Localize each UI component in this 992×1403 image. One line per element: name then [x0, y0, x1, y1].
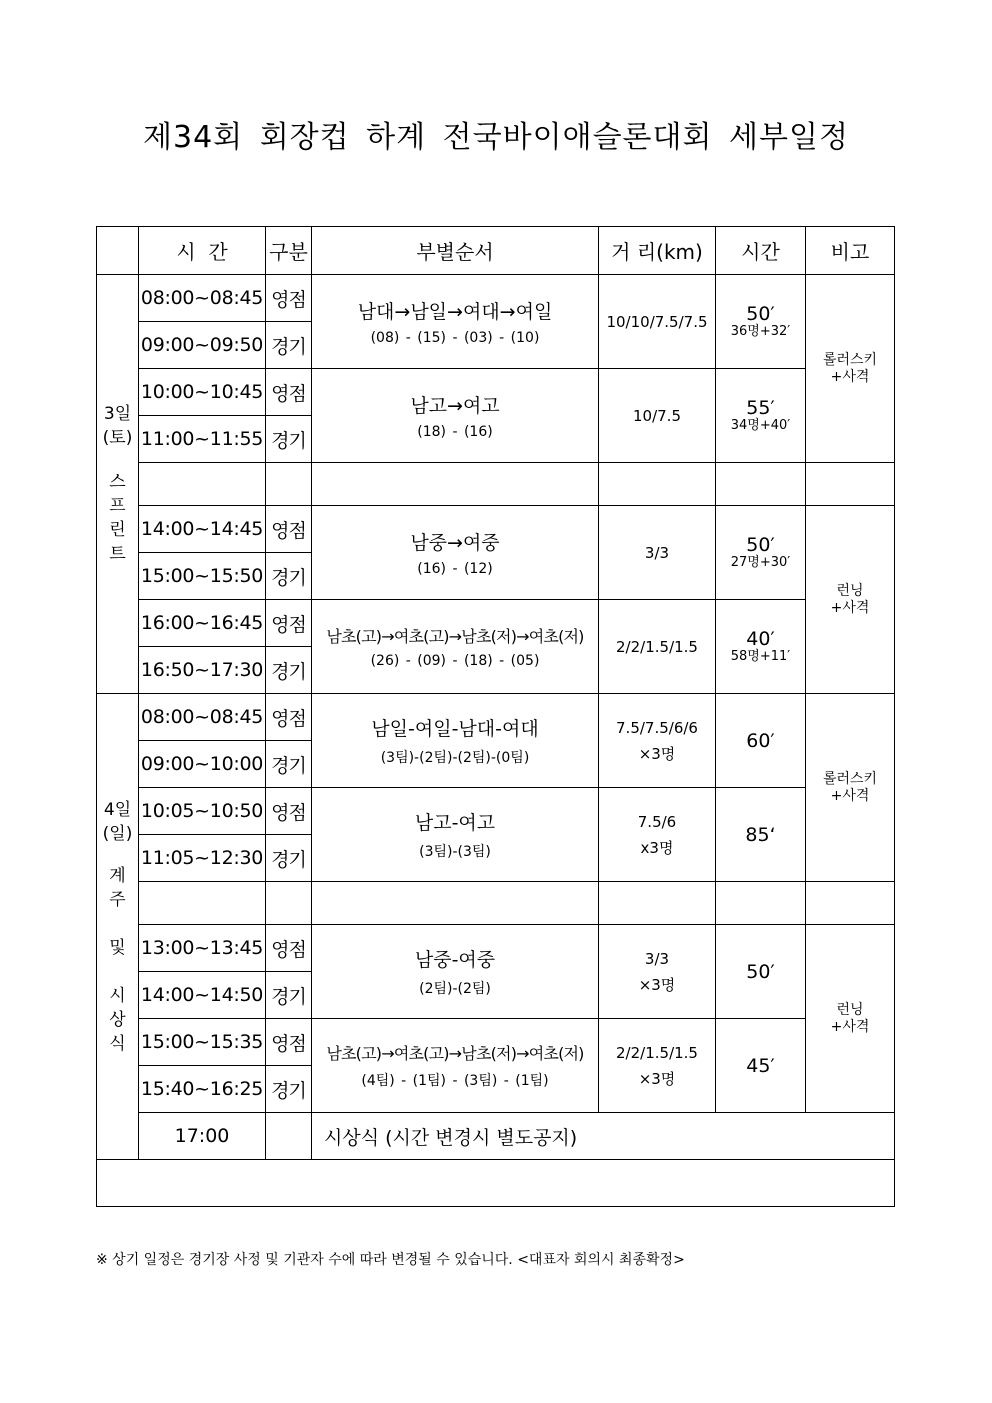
slot-time: 14:00~14:50 [139, 972, 266, 1019]
table-row [97, 925, 895, 972]
table-row-blank-footer [97, 1160, 895, 1207]
slot-type: 경기 [266, 835, 312, 882]
event-order: 남초(고)→여초(고)→남초(저)→여초(저) (4팀) - (1팀) - (3팀) - (1팀) [312, 1019, 599, 1113]
event-order: 남고-여고 (3팀)-(3팀) [312, 788, 599, 882]
event-distance: 2/2/1.5/1.5 [599, 600, 716, 694]
table-row [97, 506, 895, 553]
day1-event: 스 프 린 트 [109, 472, 126, 564]
event-distance: 3/3 [599, 506, 716, 600]
footnote: ※ 상기 일정은 경기장 사정 및 기관자 수에 따라 변경될 수 있습니다. <대표자 회의시 최종확정> [96, 1252, 685, 1268]
slot-type: 영점 [266, 600, 312, 647]
event-order: 남중-여중 (2팀)-(2팀) [312, 925, 599, 1019]
slot-time: 16:00~16:45 [139, 600, 266, 647]
slot-time: 08:00~08:45 [139, 694, 266, 741]
day2-event: 계 주 및 시 상 식 [109, 865, 126, 1054]
schedule-table [96, 226, 895, 1207]
remark-cell: 런닝 +사격 [806, 925, 895, 1113]
table-row [97, 1019, 895, 1066]
ceremony-row [97, 1113, 895, 1160]
event-duration: 40′ 58명+11′ [716, 600, 806, 694]
slot-type: 영점 [266, 506, 312, 553]
table-row [97, 369, 895, 416]
day1-date: 3일 [103, 404, 132, 424]
event-order: 남중→여중 (16) - (12) [312, 506, 599, 600]
event-distance: 10/7.5 [599, 369, 716, 463]
event-order: 남일-여일-남대-여대 (3팀)-(2팀)-(2팀)-(0팀) [312, 694, 599, 788]
slot-time: 10:00~10:45 [139, 369, 266, 416]
slot-type: 영점 [266, 1019, 312, 1066]
slot-type: 영점 [266, 275, 312, 322]
slot-type: 경기 [266, 647, 312, 694]
ceremony-time: 17:00 [139, 1113, 266, 1160]
event-distance: 10/10/7.5/7.5 [599, 275, 716, 369]
event-duration: 85‘ [716, 788, 806, 882]
slot-time: 09:00~09:50 [139, 322, 266, 369]
day1-weekday: (토) [102, 428, 133, 448]
slot-time: 09:00~10:00 [139, 741, 266, 788]
slot-type: 경기 [266, 972, 312, 1019]
event-duration: 50′ 36명+32′ [716, 275, 806, 369]
event-duration: 60′ [716, 694, 806, 788]
remark-cell: 롤러스키 +사격 [806, 275, 895, 463]
slot-type: 경기 [266, 1066, 312, 1113]
event-distance: 3/3 ×3명 [599, 925, 716, 1019]
table-row [97, 275, 895, 322]
table-row [97, 600, 895, 647]
day2-date: 4일 [103, 799, 132, 820]
header-time: 시 간 [139, 227, 266, 275]
event-duration: 55′ 34명+40′ [716, 369, 806, 463]
event-distance: 7.5/6 x3명 [599, 788, 716, 882]
slot-type: 경기 [266, 741, 312, 788]
table-row-empty [97, 882, 895, 925]
slot-time: 08:00~08:45 [139, 275, 266, 322]
slot-type: 경기 [266, 416, 312, 463]
slot-time: 10:05~10:50 [139, 788, 266, 835]
header-distance: 거 리(km) [599, 227, 716, 275]
slot-time: 15:40~16:25 [139, 1066, 266, 1113]
slot-type: 영점 [266, 369, 312, 416]
slot-time: 11:00~11:55 [139, 416, 266, 463]
slot-type: 경기 [266, 553, 312, 600]
slot-type: 영점 [266, 788, 312, 835]
day2-label [97, 694, 139, 1160]
event-distance: 2/2/1.5/1.5 ×3명 [599, 1019, 716, 1113]
slot-time: 15:00~15:50 [139, 553, 266, 600]
slot-type: 경기 [266, 322, 312, 369]
event-duration: 50′ 27명+30′ [716, 506, 806, 600]
event-order: 남대→남일→여대→여일 (08) - (15) - (03) - (10) [312, 275, 599, 369]
table-row [97, 694, 895, 741]
slot-type: 영점 [266, 925, 312, 972]
table-header-row [97, 227, 895, 275]
header-gubun: 구분 [266, 227, 312, 275]
slot-time: 13:00~13:45 [139, 925, 266, 972]
event-duration: 50′ [716, 925, 806, 1019]
remark-cell: 런닝 +사격 [806, 506, 895, 694]
day2-weekday: (일) [102, 823, 133, 844]
header-order: 부별순서 [312, 227, 599, 275]
slot-time: 14:00~14:45 [139, 506, 266, 553]
slot-time: 16:50~17:30 [139, 647, 266, 694]
header-day [97, 227, 139, 275]
table-row-empty [97, 463, 895, 506]
remark-cell: 롤러스키 +사격 [806, 694, 895, 882]
event-order: 남고→여고 (18) - (16) [312, 369, 599, 463]
header-remark: 비고 [806, 227, 895, 275]
slot-time: 15:00~15:35 [139, 1019, 266, 1066]
slot-time: 11:05~12:30 [139, 835, 266, 882]
header-duration: 시간 [716, 227, 806, 275]
ceremony-text: 시상식 (시간 변경시 별도공지) [312, 1113, 895, 1160]
event-distance: 7.5/7.5/6/6 ×3명 [599, 694, 716, 788]
page-title: 제34회 회장컵 하계 전국바이애슬론대회 세부일정 [143, 120, 849, 155]
table-row [97, 788, 895, 835]
slot-type: 영점 [266, 694, 312, 741]
day1-label [97, 275, 139, 694]
event-order: 남초(고)→여초(고)→남초(저)→여초(저) (26) - (09) - (18) - (05) [312, 600, 599, 694]
event-duration: 45′ [716, 1019, 806, 1113]
